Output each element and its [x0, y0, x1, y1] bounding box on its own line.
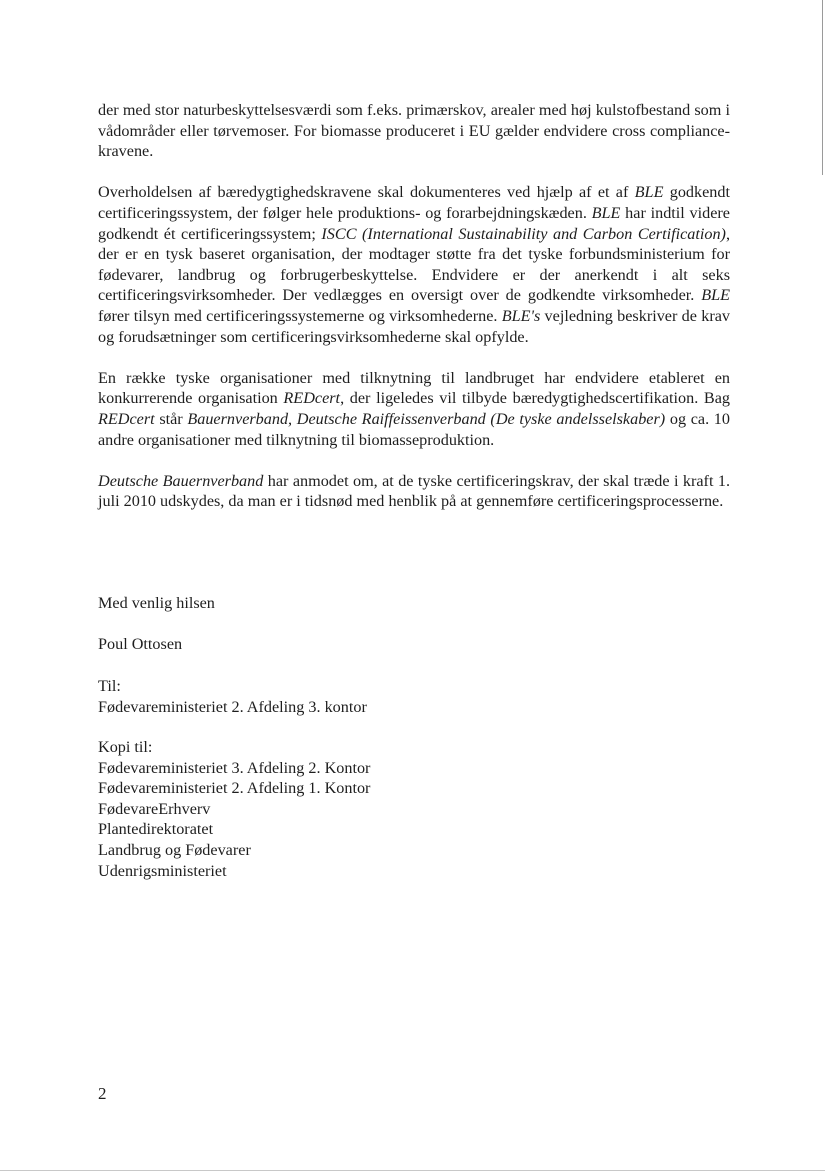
- italic-span: BLE's: [501, 306, 541, 325]
- text-span: der med stor naturbeskyttelsesværdi som f.eks. primærskov, arealer med høj kulstofbestand som i vådområder eller tørvemoser. For biomasse produceret i EU gælder endvidere cross compliance-kravene.: [98, 101, 730, 161]
- italic-span: BLE: [701, 286, 730, 305]
- text-span: godkendt certificeringssystem, der følger hele produktions- og forarbejdningskæden.: [98, 183, 730, 222]
- text-span: og ca. 10 andre organisationer med tilknytning til biomasseproduktion.: [98, 409, 730, 449]
- text-span: fører tilsyn med certificeringssystemerne og virksomhederne.: [98, 306, 502, 325]
- italic-span: ISCC (International Sustainability and Carbon Certification): [321, 224, 726, 243]
- page-number: 2: [98, 1084, 107, 1103]
- copies-block: [98, 737, 370, 881]
- closing-block: [98, 593, 215, 614]
- paragraph-4: [98, 471, 730, 512]
- body-text: [98, 100, 730, 512]
- text-span: Overholdelsen af bæredygtighedskravene skal dokumenteres ved hjælp af et af: [98, 183, 635, 202]
- scan-edge-right: [822, 0, 823, 175]
- copy-item: Fødevareministeriet 2. Afdeling 1. Kontor: [98, 779, 371, 798]
- text-span: har anmodet om, at de tyske certificeringskrav, der skal træde i kraft 1. juli 2010 udskydes, da man er i tidsnød med henblik på at gennemføre certificeringsprocesserne.: [98, 471, 730, 511]
- recipients-label: Til:: [98, 677, 121, 695]
- paragraph-3: [98, 368, 730, 450]
- recipient-item: Fødevareministeriet 2. Afdeling 3. kontor: [98, 697, 367, 716]
- scan-edge-bottom: [0, 1170, 825, 1171]
- paragraph-2: [98, 182, 730, 347]
- copy-item: FødevareErhverv: [98, 799, 211, 818]
- italic-span: Deutsche Bauernverband: [98, 471, 264, 490]
- text-span: , der er en tysk baseret organisation, der modtager støtte fra det tyske forbundsministerium for fødevarer, landbrug og forbrugerbeskyttelse. Endvidere er der anerkendt i alt seks certificeringsvirksomheder. Der vedlægges en oversigt over de godkendte virksomheder.: [98, 224, 730, 305]
- italic-span: Bauernverband, Deutsche Raiffeissenverband (De tyske andelsselskaber): [187, 409, 666, 428]
- copy-item: Fødevareministeriet 3. Afdeling 2. Kontor: [98, 758, 371, 777]
- copy-item: Udenrigsministeriet: [98, 861, 227, 880]
- text-span: vejledning beskriver de krav og forudsætninger som certificeringsvirksomhederne skal opfylde.: [98, 306, 730, 346]
- paragraph-1: [98, 100, 730, 162]
- signature-name: Poul Ottosen: [98, 635, 183, 653]
- copy-item: Plantedirektoratet: [98, 820, 214, 839]
- copies-label: Kopi til:: [98, 738, 153, 756]
- recipients-block: [98, 676, 367, 717]
- italic-span: BLE: [634, 183, 664, 202]
- italic-span: REDcert: [283, 389, 341, 408]
- italic-span: BLE: [591, 203, 621, 222]
- text-span: har indtil videre godkendt ét certificeringssystem;: [98, 203, 730, 243]
- text-span: En række tyske organisationer med tilknytning til landbruget har endvidere etableret en konkurrerende organisation: [98, 368, 730, 408]
- copy-item: Landbrug og Fødevarer: [98, 840, 251, 859]
- italic-span: REDcert: [98, 409, 155, 428]
- text-span: , der ligeledes vil tilbyde bæredygtighedscertifikation. Bag: [340, 389, 730, 408]
- closing-greeting: Med venlig hilsen: [98, 594, 215, 612]
- text-span: står: [154, 409, 188, 428]
